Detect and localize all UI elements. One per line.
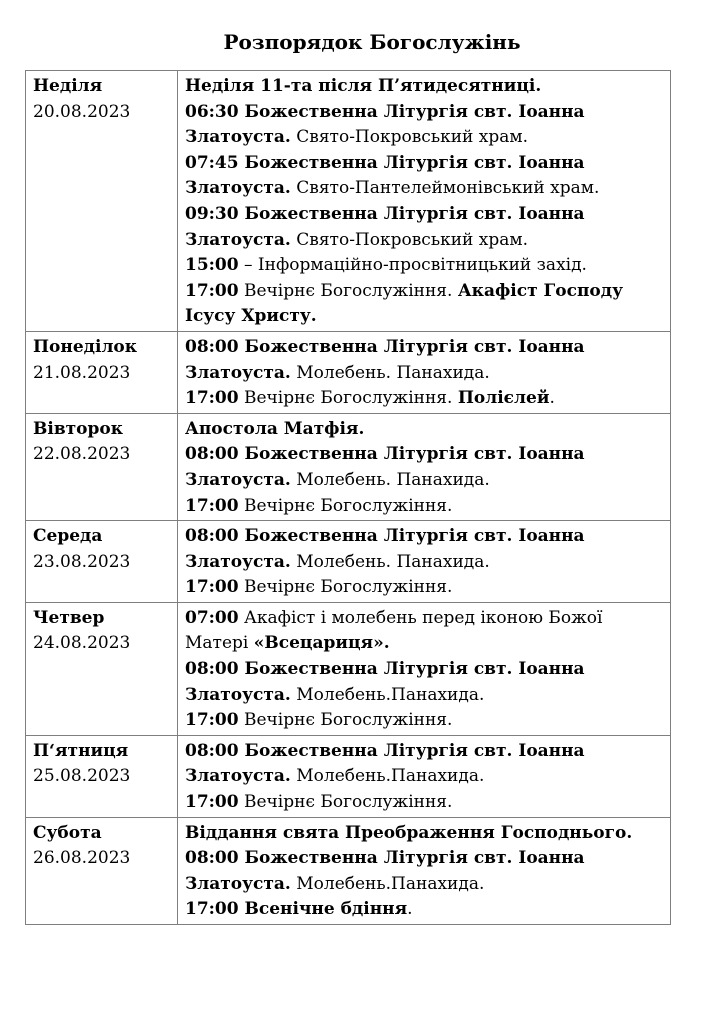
service-text-bold: 17:00 (185, 577, 239, 598)
service-line (185, 683, 663, 709)
service-text: . (407, 899, 413, 920)
service-text-bold: 08:00 Божественна Літургія свт. Іоанна (185, 336, 585, 357)
service-line (185, 494, 663, 520)
service-text: Молебень.Панахида. (290, 873, 485, 894)
service-text-bold: Ісусу Христу. (185, 306, 317, 327)
service-text-bold: 17:00 (185, 495, 239, 516)
schedule-row (26, 71, 671, 332)
service-line (185, 606, 663, 632)
service-text-bold: 07:45 Божественна Літургія свт. Іоанна (185, 152, 585, 173)
service-line (185, 872, 663, 898)
service-text-bold: 06:30 Божественна Літургія свт. Іоанна (185, 101, 585, 122)
service-text: Матері (185, 633, 254, 654)
service-text: – Інформаційно-просвітницький захід. (238, 255, 587, 276)
day-date: 20.08.2023 (33, 101, 131, 122)
service-text-bold: Златоуста. (185, 362, 291, 383)
day-name: Вівторок (33, 418, 124, 439)
schedule-body (26, 71, 671, 925)
service-text-bold: Златоуста. (185, 551, 291, 572)
service-line (185, 821, 663, 847)
service-line (185, 897, 663, 923)
service-text: Молебень. Панахида. (290, 551, 490, 572)
service-text-bold: 08:00 Божественна Літургія свт. Іоанна (185, 659, 585, 680)
service-text: Молебень.Панахида. (290, 684, 485, 705)
service-line (185, 361, 663, 387)
service-text: Акафіст і молебень перед іконою Божої (238, 607, 603, 628)
service-line (185, 790, 663, 816)
schedule-row (26, 331, 671, 413)
service-line (185, 335, 663, 361)
service-text-bold: Віддання свята Преображення Господнього. (185, 822, 633, 843)
page-title: Розпорядок Богослужінь (223, 30, 521, 54)
day-cell (26, 817, 178, 924)
service-text-bold: Златоуста. (185, 469, 291, 490)
day-date: 22.08.2023 (33, 444, 131, 465)
day-cell (26, 735, 178, 817)
service-text-bold: Неділя 11-та після П’ятидесятниці. (185, 76, 542, 96)
day-date: 26.08.2023 (33, 848, 131, 869)
service-text-bold: 08:00 Божественна Літургія свт. Іоанна (185, 526, 585, 547)
service-line (185, 304, 663, 330)
day-cell (26, 602, 178, 735)
service-text-bold: Златоуста. (185, 229, 291, 250)
service-line (185, 151, 663, 177)
service-text-bold: Златоуста. (185, 766, 291, 787)
service-text: Свято-Покровський храм. (290, 229, 529, 250)
schedule-row (26, 735, 671, 817)
service-text: Молебень. Панахида. (290, 362, 490, 383)
services-cell (178, 331, 671, 413)
day-date: 24.08.2023 (33, 633, 131, 654)
day-cell (26, 413, 178, 520)
services-cell (178, 71, 671, 332)
service-text-bold: Златоуста. (185, 684, 291, 705)
service-text-bold: 08:00 Божественна Літургія свт. Іоанна (185, 740, 585, 761)
day-date: 21.08.2023 (33, 362, 131, 383)
day-name: Субота (33, 822, 102, 843)
service-text: Молебень.Панахида. (290, 766, 485, 787)
services-cell (178, 817, 671, 924)
day-cell (26, 71, 178, 332)
service-line (185, 202, 663, 228)
service-text: Вечірнє Богослужіння. (238, 388, 458, 409)
service-text: Молебень. Панахида. (290, 469, 490, 490)
service-text: Вечірнє Богослужіння. (238, 577, 453, 598)
service-line (185, 176, 663, 202)
day-name: Понеділок (33, 336, 138, 357)
service-line (185, 575, 663, 601)
service-line (185, 524, 663, 550)
schedule-row (26, 602, 671, 735)
service-line (185, 100, 663, 126)
service-line (185, 739, 663, 765)
service-text-bold: Апостола Матфія. (185, 418, 365, 439)
service-text: Вечірнє Богослужіння. (238, 495, 453, 516)
schedule-row (26, 817, 671, 924)
service-text-bold: 17:00 (185, 280, 239, 301)
service-text-bold: Златоуста. (185, 178, 291, 199)
service-text: Свято-Покровський храм. (290, 127, 529, 148)
schedule-table (25, 70, 671, 925)
service-line (185, 74, 663, 100)
service-line (185, 846, 663, 872)
service-text-bold: 08:00 Божественна Літургія свт. Іоанна (185, 444, 585, 465)
service-line (185, 279, 663, 305)
service-line (185, 386, 663, 412)
service-line (185, 228, 663, 254)
services-cell (178, 735, 671, 817)
service-text-bold: Полієлей (457, 388, 550, 409)
service-text-bold: 15:00 (185, 255, 239, 276)
day-cell (26, 331, 178, 413)
day-name: Середа (33, 526, 103, 547)
schedule-row (26, 413, 671, 520)
service-text: Свято-Пантелеймонівський храм. (290, 178, 600, 199)
day-name: Четвер (33, 607, 105, 628)
service-text-bold: 17:00 (185, 710, 239, 731)
service-line (185, 468, 663, 494)
service-text-bold: 07:00 (185, 607, 239, 628)
service-text-bold: 17:00 (185, 388, 239, 409)
service-line (185, 550, 663, 576)
day-date: 25.08.2023 (33, 766, 131, 787)
service-line (185, 417, 663, 443)
service-text: . (549, 388, 555, 409)
day-name: П‘ятниця (33, 740, 129, 761)
service-text-bold: 09:30 Божественна Літургія свт. Іоанна (185, 203, 585, 224)
service-text: Вечірнє Богослужіння. (238, 280, 458, 301)
day-cell (26, 521, 178, 603)
service-text-bold: 08:00 Божественна Літургія свт. Іоанна (185, 848, 585, 869)
service-text: Вечірнє Богослужіння. (238, 792, 453, 813)
service-line (185, 125, 663, 151)
service-line (185, 253, 663, 279)
day-date: 23.08.2023 (33, 551, 131, 572)
service-text-bold: Акафіст Господу (457, 280, 623, 301)
service-line (185, 631, 663, 657)
services-cell (178, 521, 671, 603)
service-text-bold: «Всецариця». (253, 633, 390, 654)
service-text-bold: Златоуста. (185, 127, 291, 148)
service-text-bold: 17:00 (185, 792, 239, 813)
day-name: Неділя (33, 76, 103, 96)
service-line (185, 708, 663, 734)
service-line (185, 442, 663, 468)
services-cell (178, 413, 671, 520)
services-cell (178, 602, 671, 735)
service-line (185, 764, 663, 790)
schedule-row (26, 521, 671, 603)
service-line (185, 657, 663, 683)
service-text-bold: 17:00 Всенічне бдіння (185, 899, 408, 920)
service-text: Вечірнє Богослужіння. (238, 710, 453, 731)
service-text-bold: Златоуста. (185, 873, 291, 894)
